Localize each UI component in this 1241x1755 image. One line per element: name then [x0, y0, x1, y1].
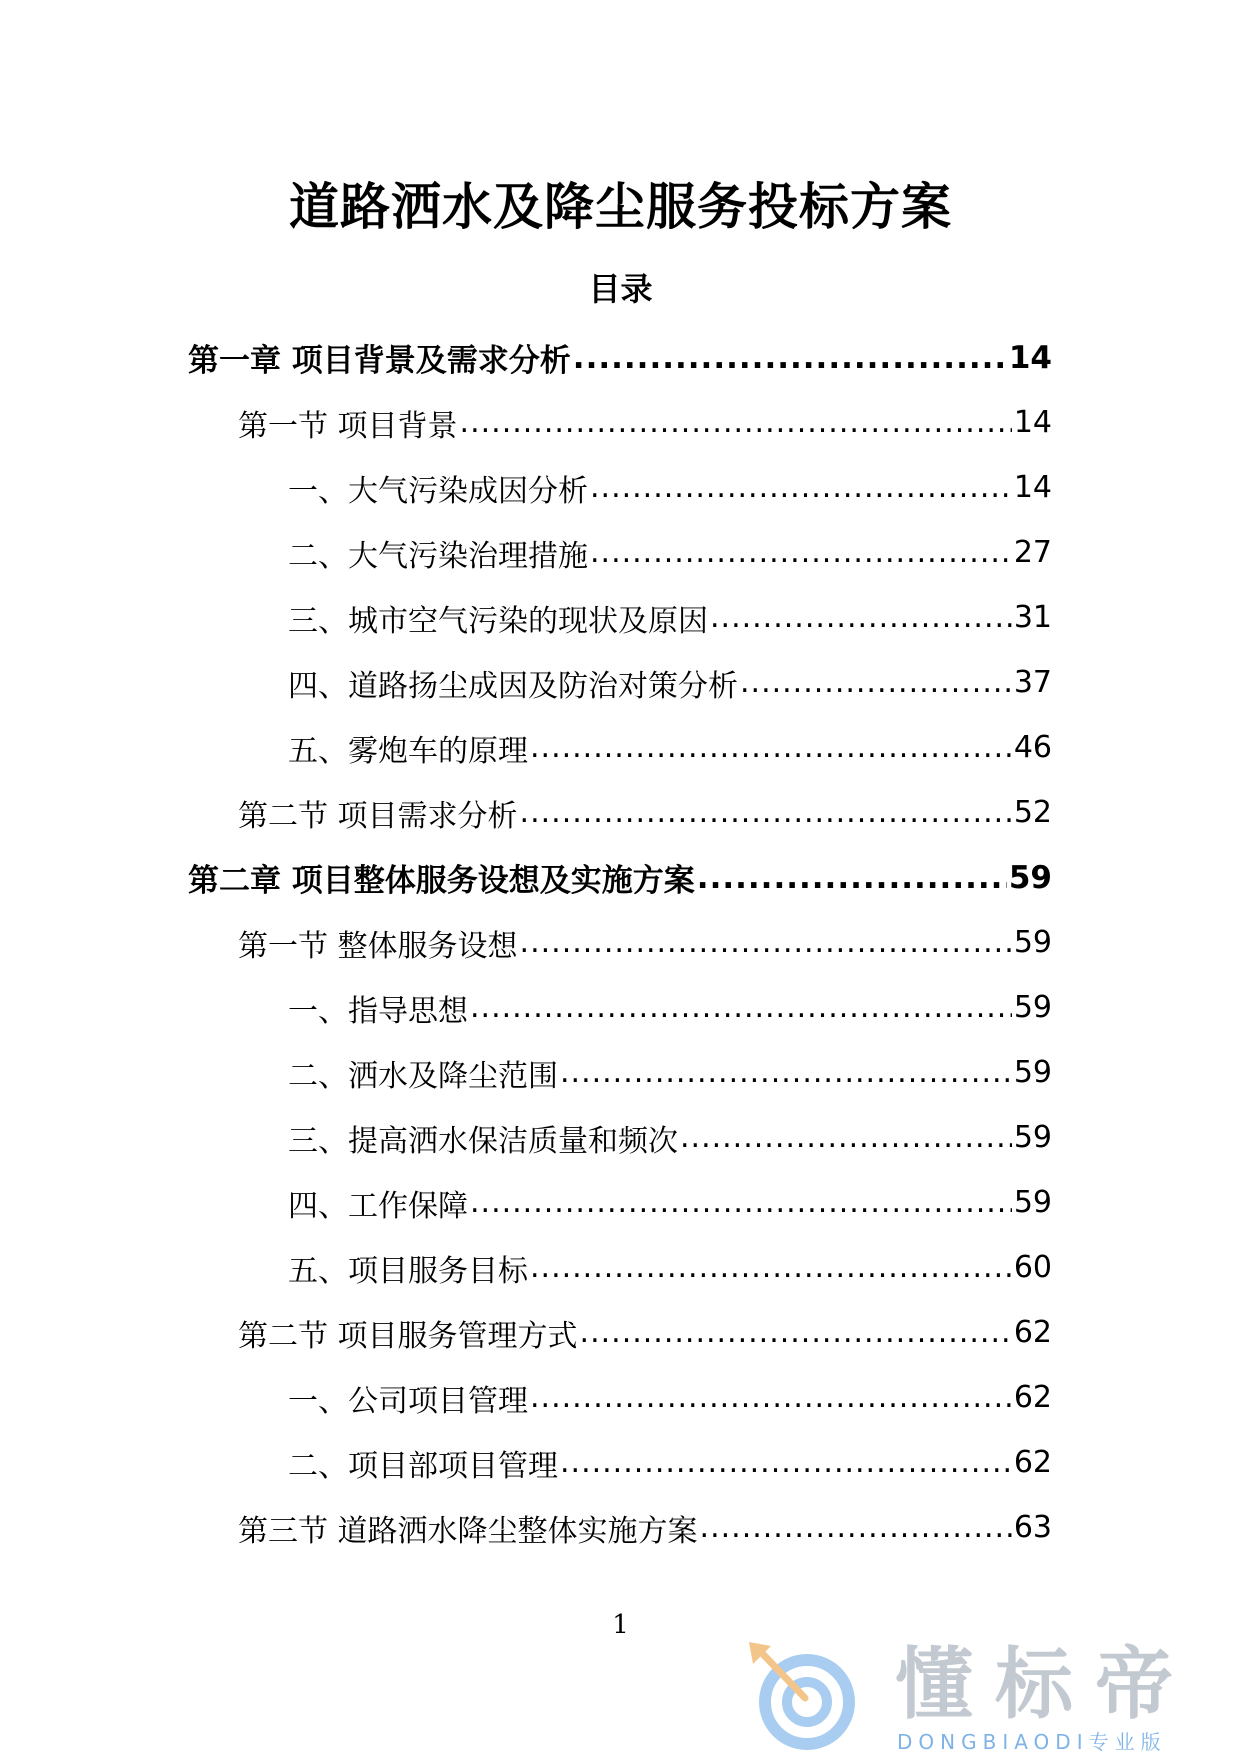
- toc-entry-label: 第一节 项目背景: [238, 408, 458, 444]
- toc-entry[interactable]: [0, 520, 1241, 585]
- toc-entry[interactable]: [0, 325, 1241, 390]
- toc-dot-leader: [580, 1315, 1012, 1350]
- toc-heading: 目录: [588, 270, 653, 308]
- toc-entry-label: 一、大气污染成因分析: [288, 473, 588, 509]
- toc-entry-label: 五、项目服务目标: [288, 1253, 528, 1289]
- toc-entry[interactable]: [0, 455, 1241, 520]
- toc-entry-page: 62: [1013, 1380, 1052, 1415]
- toc-entry-label: 二、大气污染治理措施: [288, 538, 588, 574]
- toc-entry-label: 二、项目部项目管理: [288, 1448, 558, 1484]
- toc-entry[interactable]: [0, 1170, 1241, 1235]
- toc-dot-leader: [470, 1185, 1012, 1220]
- toc-entry[interactable]: [0, 1040, 1241, 1105]
- toc-dot-leader: [460, 405, 1012, 440]
- toc-entry-label: 四、道路扬尘成因及防治对策分析: [288, 668, 738, 704]
- toc-dot-leader: [470, 990, 1012, 1025]
- toc-entry[interactable]: [0, 1430, 1241, 1495]
- toc-entry-page: 60: [1013, 1250, 1052, 1285]
- toc-entry[interactable]: [0, 585, 1241, 650]
- toc-dot-leader: [680, 1120, 1012, 1155]
- toc-entry-page: 59: [1013, 1185, 1052, 1220]
- toc-entry-label: 二、洒水及降尘范围: [288, 1058, 558, 1094]
- toc-dot-leader: [740, 665, 1012, 700]
- toc-entry[interactable]: [0, 1365, 1241, 1430]
- toc-entry-label: 第二章 项目整体服务设想及实施方案: [188, 863, 695, 899]
- toc-entry-page: 59: [1013, 1055, 1052, 1090]
- toc-entry[interactable]: [0, 845, 1241, 910]
- toc-entry-page: 14: [1013, 470, 1052, 505]
- document-title: 道路洒水及降尘服务投标方案: [289, 178, 952, 236]
- toc-entry[interactable]: [0, 910, 1241, 975]
- toc-entry-page: 14: [1013, 405, 1052, 440]
- page-number: 1: [612, 1610, 629, 1640]
- toc-entry-page: 37: [1013, 665, 1052, 700]
- toc-entry-label: 三、提高洒水保洁质量和频次: [288, 1123, 678, 1159]
- toc-entry-label: 第三节 道路洒水降尘整体实施方案: [238, 1513, 698, 1549]
- toc-dot-leader: [573, 340, 1007, 376]
- toc-dot-leader: [530, 730, 1012, 765]
- toc-entry-label: 第一章 项目背景及需求分析: [188, 343, 571, 379]
- toc-dot-leader: [700, 1510, 1012, 1545]
- toc-dot-leader: [520, 795, 1012, 830]
- toc-entry-page: 59: [1013, 1120, 1052, 1155]
- toc-dot-leader: [560, 1055, 1012, 1090]
- toc-entry[interactable]: [0, 780, 1241, 845]
- toc-entry[interactable]: [0, 715, 1241, 780]
- toc-entry-page: 62: [1013, 1315, 1052, 1350]
- toc-entry-page: 14: [1008, 339, 1052, 376]
- toc-entry-label: 五、雾炮车的原理: [288, 733, 528, 769]
- toc-dot-leader: [590, 470, 1012, 505]
- toc-entry[interactable]: [0, 1300, 1241, 1365]
- watermark: [745, 1640, 1225, 1754]
- toc-entry-page: 59: [1013, 925, 1052, 960]
- toc-entry-label: 第一节 整体服务设想: [238, 928, 518, 964]
- toc-entry[interactable]: [0, 1235, 1241, 1300]
- toc-dot-leader: [590, 535, 1012, 570]
- toc-dot-leader: [520, 925, 1012, 960]
- toc-entry-page: 52: [1013, 795, 1052, 830]
- toc-entry-label: 一、公司项目管理: [288, 1383, 528, 1419]
- toc-dot-leader: [710, 600, 1012, 635]
- toc-entry-page: 46: [1013, 730, 1052, 765]
- toc-entry-page: 59: [1013, 990, 1052, 1025]
- toc-entry-label: 三、城市空气污染的现状及原因: [288, 603, 708, 639]
- watermark-text: 懂标帝: [895, 1640, 1196, 1730]
- toc-dot-leader: [560, 1445, 1012, 1480]
- toc-entry-page: 63: [1013, 1510, 1052, 1545]
- toc-dot-leader: [697, 860, 1007, 896]
- toc-entry-page: 27: [1013, 535, 1052, 570]
- toc-entry[interactable]: [0, 390, 1241, 455]
- toc-entry[interactable]: [0, 975, 1241, 1040]
- toc-dot-leader: [530, 1380, 1012, 1415]
- toc-entry-label: 第二节 项目需求分析: [238, 798, 518, 834]
- toc-entry-label: 第二节 项目服务管理方式: [238, 1318, 578, 1354]
- toc-entry-page: 59: [1008, 859, 1052, 896]
- toc-entry-page: 62: [1013, 1445, 1052, 1480]
- toc-entry[interactable]: [0, 1495, 1241, 1560]
- table-of-contents: [0, 325, 1241, 1560]
- toc-entry-page: 31: [1013, 600, 1052, 635]
- toc-entry[interactable]: [0, 1105, 1241, 1170]
- target-arrow-icon: [745, 1640, 870, 1750]
- toc-entry[interactable]: [0, 650, 1241, 715]
- toc-entry-label: 四、工作保障: [288, 1188, 468, 1224]
- toc-dot-leader: [530, 1250, 1012, 1285]
- watermark-subtext: DONGBIAODI专业版: [897, 1730, 1167, 1754]
- toc-entry-label: 一、指导思想: [288, 993, 468, 1029]
